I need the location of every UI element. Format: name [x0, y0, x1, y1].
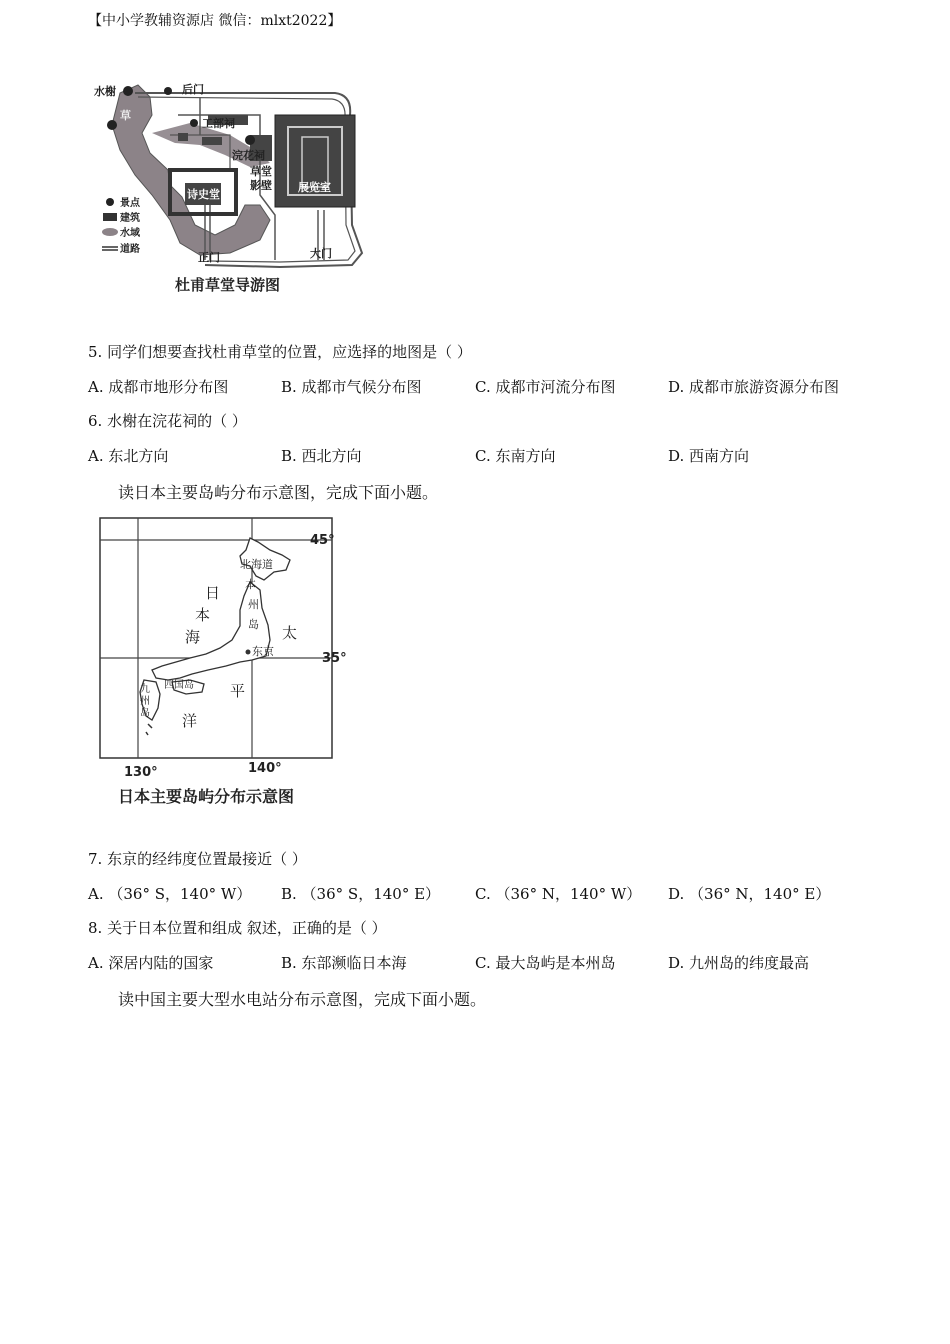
label-yingbi: 影壁 [250, 179, 272, 192]
map2-title: 日本主要岛屿分布示意图 [118, 787, 295, 806]
intro-hydropower-map: 读中国主要大型水电站分布示意图，完成下面小题。 [118, 990, 487, 1009]
legend-water: 水域 [120, 228, 140, 239]
q6-option-c[interactable]: C. 东南方向 [475, 447, 556, 465]
intro-japan-map: 读日本主要岛屿分布示意图，完成下面小题。 [118, 483, 439, 502]
q6-option-d[interactable]: D. 西南方向 [668, 447, 750, 465]
question-8-stem: 8. 关于日本位置和组成 叙述，正确的是（ ） [88, 919, 387, 937]
label-shishitang: 诗史堂 [187, 188, 220, 201]
building-small [178, 133, 188, 141]
question-5-stem: 5. 同学们想要查找杜甫草堂的位置，应选择的地图是（ ） [88, 343, 472, 361]
label-damen: 大门 [310, 247, 332, 260]
q7-option-c[interactable]: C. （36° N，140° W） [475, 885, 642, 903]
q8-option-a[interactable]: A. 深居内陆的国家 [88, 954, 214, 972]
sea-label-1: 日 [205, 584, 221, 602]
label-houmen: 后门 [182, 83, 204, 96]
page-header: 【中小学教辅资源店 微信：mlxt2022】 [88, 13, 342, 29]
question-7-stem: 7. 东京的经纬度位置最接近（ ） [88, 850, 307, 868]
q6-option-a[interactable]: A. 东北方向 [88, 447, 169, 465]
q7-option-d[interactable]: D. （36° N，140° E） [668, 885, 831, 903]
honshu-label-zhou: 州 [248, 598, 259, 611]
label-caotang: 草堂 [250, 165, 272, 178]
honshu-label-ben: 本 [245, 578, 256, 591]
sea-label-2: 本 [195, 606, 211, 624]
spot-houmen [164, 87, 172, 95]
lon-140-label: 140° [248, 761, 282, 776]
sea-label-3: 海 [185, 628, 201, 646]
q5-option-a[interactable]: A. 成都市地形分布图 [88, 378, 229, 396]
q8-option-b[interactable]: B. 东部濒临日本海 [281, 954, 407, 972]
q8-option-d[interactable]: D. 九州岛的纬度最高 [668, 954, 810, 972]
honshu-label-dao: 岛 [248, 618, 259, 631]
lat-45-label: 45° [310, 533, 335, 548]
legend-building: 建筑 [120, 213, 140, 224]
label-zhanlanshi: 展览室 [298, 181, 331, 194]
label-cao: 草 [120, 109, 131, 122]
tokyo-label: 东京 [252, 645, 274, 658]
legend-water-icon [102, 228, 118, 236]
map-frame [100, 518, 332, 758]
japan-map [90, 510, 355, 810]
legend-spot-icon [106, 198, 114, 206]
kyushu-label-zhou: 州 [140, 696, 150, 707]
ocean-label-3: 洋 [182, 712, 198, 730]
spot-shuixie [123, 86, 133, 96]
label-shuixie: 水榭 [94, 85, 116, 98]
dufu-caotang-map [90, 75, 375, 303]
q5-option-c[interactable]: C. 成都市河流分布图 [475, 378, 616, 396]
q5-option-d[interactable]: D. 成都市旅游资源分布图 [668, 378, 840, 396]
lon-130-label: 130° [124, 765, 158, 780]
map1-title: 杜甫草堂导游图 [175, 276, 281, 294]
label-gongbuci: 工部祠 [202, 117, 235, 130]
label-zhengmen: 正门 [198, 251, 220, 264]
legend-spot: 景点 [120, 198, 140, 209]
kyushu-label-dao: 岛 [140, 708, 150, 719]
spot-huanhuaci [245, 135, 255, 145]
ocean-label-1: 太 [282, 624, 298, 642]
hokkaido-label: 北海道 [240, 558, 273, 571]
islands-south [146, 724, 152, 735]
ocean-label-2: 平 [230, 682, 246, 700]
q7-option-b[interactable]: B. （36° S，140° E） [281, 885, 441, 903]
shikoku-label: 四国岛 [164, 680, 194, 691]
legend-building-icon [103, 213, 117, 221]
question-6-stem: 6. 水榭在浣花祠的（ ） [88, 412, 247, 430]
spot-cao [107, 120, 117, 130]
legend-road: 道路 [120, 244, 140, 255]
q7-option-a[interactable]: A. （36° S，140° W） [88, 885, 252, 903]
q6-option-b[interactable]: B. 西北方向 [281, 447, 362, 465]
label-huanhuaci: 浣花祠 [232, 149, 265, 162]
q5-option-b[interactable]: B. 成都市气候分布图 [281, 378, 422, 396]
tokyo-marker [246, 650, 251, 655]
kyushu-label-jiu: 九 [140, 684, 150, 695]
lat-35-label: 35° [322, 651, 347, 666]
building-gongbuci [202, 137, 222, 145]
q8-option-c[interactable]: C. 最大岛屿是本州岛 [475, 954, 616, 972]
spot-gongbuci [190, 119, 198, 127]
